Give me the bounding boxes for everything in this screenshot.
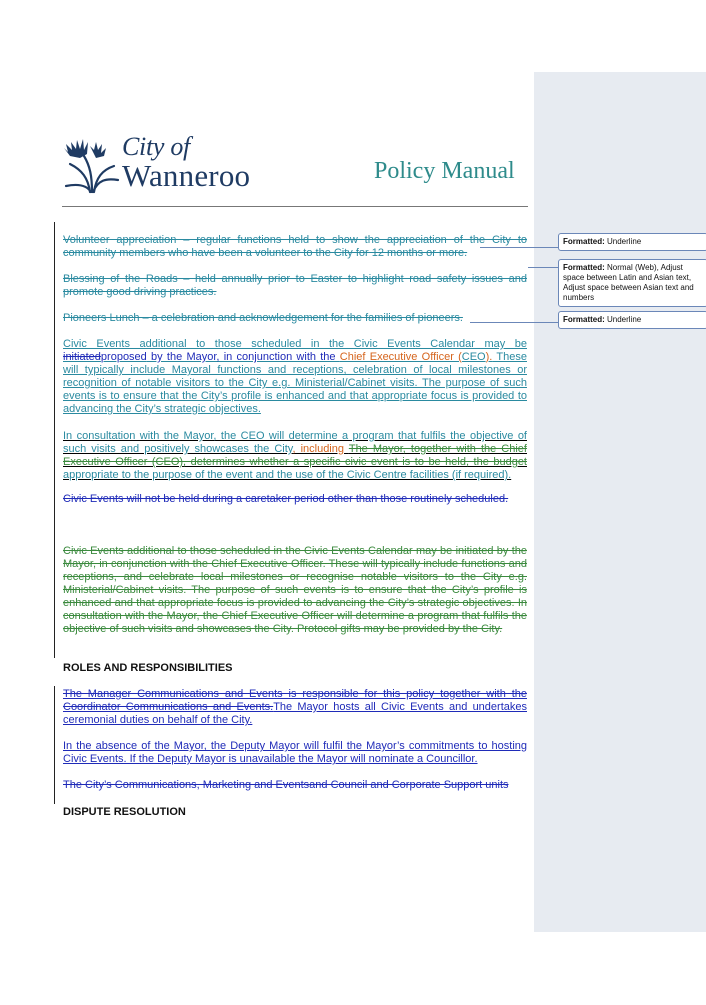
- comment-label: Formatted:: [563, 315, 605, 324]
- comment-text: Underline: [604, 237, 642, 246]
- heading-dispute: DISPUTE RESOLUTION: [63, 806, 186, 818]
- paragraph-blessing: Blessing of the Roads – held annually prior to Easter to highlight road safety issues and promote good driving practices.: [63, 273, 527, 298]
- paragraph-units: The City’s Communications, Marketing and Eventsand Council and Corporate Support units: [63, 779, 509, 791]
- paragraph-roles: [63, 688, 527, 727]
- deleted-text: initiated: [63, 351, 101, 363]
- text-run: These will typically include Mayoral functions and receptions, celebration of local milestones or recognition of notable visitors to the City e.g. Ministerial/Cabinet visits. The purpose of such events is to ensure that the City’s profile is enhanced and that appropriate focus is provided to advancing the City’s strategic objectives.: [63, 351, 527, 415]
- deleted-text: The Manager Communications and Events is responsible for this policy together with the Coordinator Communications and Events.: [63, 688, 527, 713]
- paragraph-caretaker: Civic Events will not be held during a caretaker period other than those routinely scheduled.: [63, 493, 509, 505]
- inserted-text: , including: [292, 443, 349, 455]
- paragraph-consultation: [63, 430, 527, 482]
- logo-wanneroo: Wanneroo: [122, 158, 251, 193]
- comment-connector: [470, 322, 560, 323]
- change-bar: [54, 686, 55, 804]
- change-bar: [54, 222, 55, 658]
- paragraph-volunteer: Volunteer appreciation – regular functions held to show the appreciation of the City to community members who have been a volunteer to the City for 12 months or more.: [63, 234, 527, 259]
- city-logo: [62, 134, 277, 196]
- comment-label: Formatted:: [563, 237, 605, 246]
- logo-city-of: City of: [122, 132, 190, 161]
- text-run: CEO: [461, 351, 486, 363]
- comment-connector: [480, 247, 560, 248]
- manual-title: Policy Manual: [374, 158, 515, 184]
- inserted-text: The Mayor hosts all Civic Events and undertakes ceremonial duties on behalf of the City.: [63, 701, 527, 726]
- comment-label: Formatted:: [563, 263, 605, 272]
- paragraph-deleted-civic: Civic Events additional to those scheduled in the Civic Events Calendar may be initiated by the Mayor, in conjunction with the Chief Executive Officer. These will typically include functions and receptions, and celebrate local milestones or recognise notable visitors to the City e.g. Ministerial/Cabinet visits. The purpose of such events is to ensure that the City’s profile is enhanced and that appropriate focus is provided to advancing the City’s strategic objectives. In consultation with the Mayor, the Chief Executive Officer will determine a program that fulfils the objective of such visits and showcases the City. Protocol gifts may be provided by the City.: [63, 545, 527, 635]
- paragraph-civic-events: [63, 338, 527, 416]
- heading-roles: ROLES AND RESPONSIBILITIES: [63, 662, 233, 674]
- comment-balloon[interactable]: [558, 311, 706, 329]
- comment-text: Underline: [604, 315, 642, 324]
- comment-text: Normal (Web), Adjust space between Latin and Asian text, Adjust space between Asian text and numbers: [563, 263, 694, 302]
- text-run: Civic Events additional to those scheduled in the Civic Events Calendar may be: [63, 338, 527, 350]
- text-run: by the Mayor, in conjunction with the: [146, 351, 340, 363]
- inserted-text: proposed: [100, 351, 147, 363]
- comment-balloon[interactable]: [558, 259, 706, 307]
- paragraph-pioneers: Pioneers Lunch – a celebration and acknowledgement for the families of pioneers.: [63, 312, 463, 324]
- comment-connector: [528, 267, 558, 268]
- header-divider: [62, 206, 528, 207]
- deleted-text: The Mayor, together with the Chief Executive Officer (CEO), determines whether a specific civic event is to be held, the budget: [63, 443, 527, 468]
- grass-tree-icon: [62, 134, 120, 194]
- inserted-text: ).: [485, 351, 493, 363]
- markup-pane: [534, 72, 706, 932]
- text-run: In consultation with the Mayor, the CEO will determine a program that fulfils the objective of such visits and positively showcases the City: [63, 430, 527, 455]
- inserted-text: Chief Executive Officer (: [339, 351, 462, 363]
- comment-balloon[interactable]: [558, 233, 706, 251]
- paragraph-deputy: In the absence of the Mayor, the Deputy Mayor will fulfil the Mayor’s commitments to hosting Civic Events. If the Deputy Mayor is unavailable the Mayor will nominate a Councillor.: [63, 740, 527, 765]
- text-run: appropriate to the purpose of the event and the use of the Civic Centre facilities (if required).: [63, 469, 512, 481]
